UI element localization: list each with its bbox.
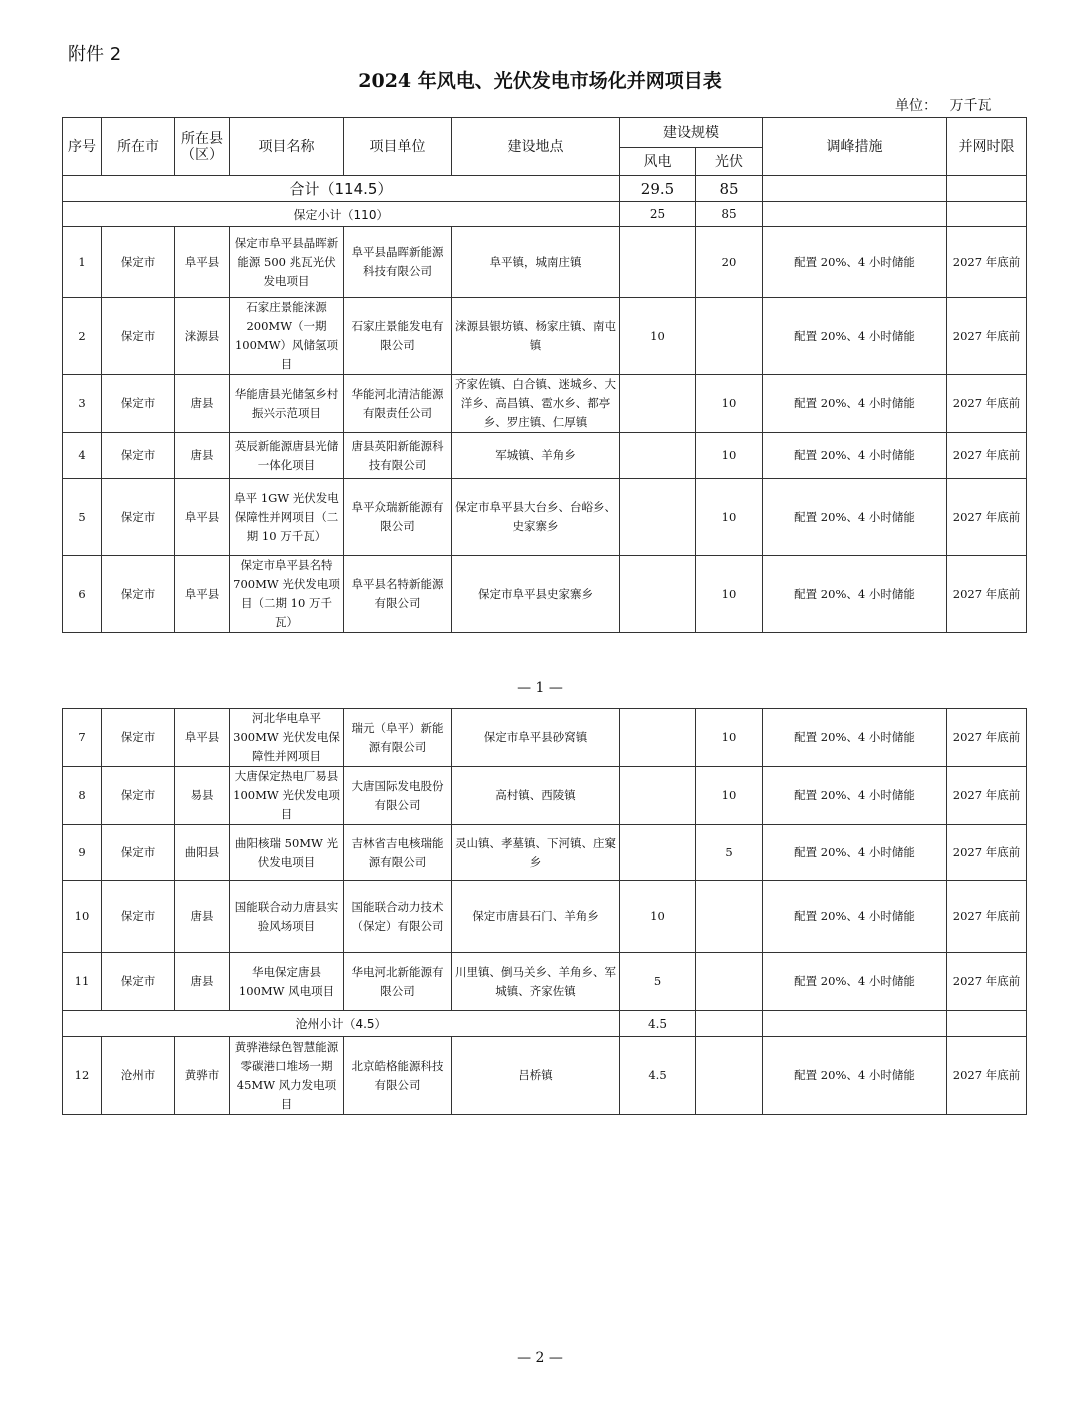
row-location: 高村镇、西陵镇 (452, 767, 620, 825)
row-location: 涞源县银坊镇、杨家庄镇、南屯镇 (452, 298, 620, 375)
row-county: 唐县 (175, 375, 230, 433)
row-company: 阜平县晶晖新能源科技有限公司 (344, 227, 452, 298)
row-company: 华能河北清洁能源有限责任公司 (344, 375, 452, 433)
row-number: 9 (63, 825, 102, 881)
row-company: 唐县英阳新能源科技有限公司 (344, 433, 452, 479)
row-project-name: 保定市阜平县名特 700MW 光伏发电项目（二期 10 万千瓦） (230, 556, 344, 633)
row-county: 唐县 (175, 881, 230, 953)
row-solar: 10 (696, 433, 763, 479)
row-deadline: 2027 年底前 (947, 709, 1027, 767)
header-wind: 风电 (620, 148, 696, 176)
row-number: 5 (63, 479, 102, 556)
row-company: 吉林省吉电核瑞能源有限公司 (344, 825, 452, 881)
row-deadline: 2027 年底前 (947, 479, 1027, 556)
table-row (63, 1037, 1027, 1115)
row-wind (620, 709, 696, 767)
header-company: 项目单位 (344, 118, 452, 176)
row-deadline: 2027 年底前 (947, 953, 1027, 1011)
row-wind (620, 375, 696, 433)
row-project-name: 英辰新能源唐县光储一体化项目 (230, 433, 344, 479)
row-county: 曲阳县 (175, 825, 230, 881)
row-location: 阜平镇，城南庄镇 (452, 227, 620, 298)
row-city: 保定市 (102, 881, 175, 953)
row-peak-measure: 配置 20%、4 小时储能 (763, 375, 947, 433)
row-wind: 10 (620, 298, 696, 375)
table-row (63, 709, 1027, 767)
row-location: 灵山镇、孝墓镇、下河镇、庄窠乡 (452, 825, 620, 881)
row-peak-measure: 配置 20%、4 小时储能 (763, 881, 947, 953)
row-project-name: 华能唐县光储氢乡村振兴示范项目 (230, 375, 344, 433)
row-project-name: 阜平 1GW 光伏发电保障性并网项目（二期 10 万千瓦） (230, 479, 344, 556)
row-peak-measure: 配置 20%、4 小时储能 (763, 953, 947, 1011)
row-solar (696, 953, 763, 1011)
row-number: 11 (63, 953, 102, 1011)
row-city: 保定市 (102, 298, 175, 375)
total-row (63, 176, 1027, 202)
row-deadline: 2027 年底前 (947, 556, 1027, 633)
row-location: 保定市唐县石门、羊角乡 (452, 881, 620, 953)
row-company: 北京皓格能源科技有限公司 (344, 1037, 452, 1115)
row-project-name: 大唐保定热电厂易县 100MW 光伏发电项目 (230, 767, 344, 825)
row-location: 川里镇、倒马关乡、羊角乡、军城镇、齐家佐镇 (452, 953, 620, 1011)
row-county: 阜平县 (175, 479, 230, 556)
row-wind (620, 433, 696, 479)
row-county: 阜平县 (175, 709, 230, 767)
row-city: 保定市 (102, 709, 175, 767)
row-deadline: 2027 年底前 (947, 825, 1027, 881)
row-location: 保定市阜平县史家寨乡 (452, 556, 620, 633)
row-county: 阜平县 (175, 227, 230, 298)
subtotal-solar: 85 (696, 202, 763, 227)
header-deadline: 并网时限 (947, 118, 1027, 176)
total-wind: 29.5 (620, 176, 696, 202)
table-body-page-2a (63, 709, 1027, 1011)
row-county: 涞源县 (175, 298, 230, 375)
row-project-name: 国能联合动力唐县实验风场项目 (230, 881, 344, 953)
row-wind: 10 (620, 881, 696, 953)
total-solar: 85 (696, 176, 763, 202)
row-number: 6 (63, 556, 102, 633)
row-deadline: 2027 年底前 (947, 227, 1027, 298)
row-city: 保定市 (102, 479, 175, 556)
table-row (63, 298, 1027, 375)
subtotal-wind: 25 (620, 202, 696, 227)
subtotal-row (63, 1011, 1027, 1037)
table-row (63, 375, 1027, 433)
header-city: 所在市 (102, 118, 175, 176)
page-number: — 2 — (517, 1350, 563, 1366)
table-row (63, 433, 1027, 479)
table-row (63, 953, 1027, 1011)
row-city: 保定市 (102, 767, 175, 825)
header-scale: 建设规模 (620, 118, 763, 148)
header-no: 序号 (63, 118, 102, 176)
project-table-page-1 (62, 117, 1027, 633)
row-company: 国能联合动力技术（保定）有限公司 (344, 881, 452, 953)
header-solar: 光伏 (696, 148, 763, 176)
table-row (63, 479, 1027, 556)
row-company: 大唐国际发电股份有限公司 (344, 767, 452, 825)
row-solar: 5 (696, 825, 763, 881)
table-row (63, 767, 1027, 825)
header-peak-measure: 调峰措施 (763, 118, 947, 176)
row-county: 易县 (175, 767, 230, 825)
row-location: 军城镇、羊角乡 (452, 433, 620, 479)
row-peak-measure: 配置 20%、4 小时储能 (763, 1037, 947, 1115)
row-solar: 20 (696, 227, 763, 298)
table-row (63, 881, 1027, 953)
row-wind: 5 (620, 953, 696, 1011)
row-number: 7 (63, 709, 102, 767)
row-number: 12 (63, 1037, 102, 1115)
row-solar (696, 298, 763, 375)
header-location: 建设地点 (452, 118, 620, 176)
row-deadline: 2027 年底前 (947, 881, 1027, 953)
row-solar: 10 (696, 709, 763, 767)
row-project-name: 黄骅港绿色智慧能源零碳港口堆场一期 45MW 风力发电项目 (230, 1037, 344, 1115)
row-peak-measure: 配置 20%、4 小时储能 (763, 479, 947, 556)
row-number: 2 (63, 298, 102, 375)
row-solar: 10 (696, 767, 763, 825)
row-deadline: 2027 年底前 (947, 433, 1027, 479)
row-county: 阜平县 (175, 556, 230, 633)
row-city: 保定市 (102, 953, 175, 1011)
header-county: 所在县（区） (175, 118, 230, 176)
row-county: 唐县 (175, 433, 230, 479)
row-peak-measure: 配置 20%、4 小时储能 (763, 556, 947, 633)
table-row (63, 825, 1027, 881)
row-peak-measure: 配置 20%、4 小时储能 (763, 767, 947, 825)
row-wind (620, 227, 696, 298)
row-location: 保定市阜平县大台乡、台峪乡、史家寨乡 (452, 479, 620, 556)
row-peak-measure: 配置 20%、4 小时储能 (763, 433, 947, 479)
row-wind: 4.5 (620, 1037, 696, 1115)
row-project-name: 石家庄景能涞源 200MW（一期 100MW）风储氢项目 (230, 298, 344, 375)
table-body-page-1 (63, 227, 1027, 633)
row-solar: 10 (696, 375, 763, 433)
page-number: — 1 — (517, 680, 563, 696)
subtotal-label: 沧州小计（4.5） (63, 1011, 620, 1037)
row-company: 华电河北新能源有限公司 (344, 953, 452, 1011)
row-project-name: 河北华电阜平 300MW 光伏发电保障性并网项目 (230, 709, 344, 767)
row-city: 保定市 (102, 433, 175, 479)
subtotal-label: 保定小计（110） (63, 202, 620, 227)
project-table-page-2 (62, 708, 1027, 1115)
row-company: 阜平县名特新能源有限公司 (344, 556, 452, 633)
total-label: 合计（114.5） (63, 176, 620, 202)
row-solar (696, 1037, 763, 1115)
row-company: 瑞元（阜平）新能源有限公司 (344, 709, 452, 767)
row-number: 4 (63, 433, 102, 479)
row-peak-measure: 配置 20%、4 小时储能 (763, 825, 947, 881)
row-peak-measure: 配置 20%、4 小时储能 (763, 298, 947, 375)
row-city: 保定市 (102, 825, 175, 881)
row-number: 3 (63, 375, 102, 433)
unit-label: 单位： 万千瓦 (895, 98, 992, 114)
row-city: 保定市 (102, 227, 175, 298)
row-location: 吕桥镇 (452, 1037, 620, 1115)
row-project-name: 华电保定唐县 100MW 风电项目 (230, 953, 344, 1011)
row-city: 沧州市 (102, 1037, 175, 1115)
row-deadline: 2027 年底前 (947, 298, 1027, 375)
row-wind (620, 825, 696, 881)
row-wind (620, 479, 696, 556)
row-company: 石家庄景能发电有限公司 (344, 298, 452, 375)
subtotal-row (63, 202, 1027, 227)
header-project-name: 项目名称 (230, 118, 344, 176)
row-number: 8 (63, 767, 102, 825)
table-row (63, 227, 1027, 298)
row-deadline: 2027 年底前 (947, 375, 1027, 433)
attachment-label: 附件 2 (68, 44, 122, 65)
row-number: 10 (63, 881, 102, 953)
row-city: 保定市 (102, 375, 175, 433)
document-title: 2024 年风电、光伏发电市场化并网项目表 (358, 70, 722, 92)
row-city: 保定市 (102, 556, 175, 633)
row-project-name: 曲阳核瑞 50MW 光伏发电项目 (230, 825, 344, 881)
row-solar: 10 (696, 479, 763, 556)
row-wind (620, 556, 696, 633)
row-county: 黄骅市 (175, 1037, 230, 1115)
table-row (63, 556, 1027, 633)
subtotal-solar (696, 1011, 763, 1037)
row-location: 齐家佐镇、白合镇、迷城乡、大洋乡、高昌镇、雹水乡、都亭乡、罗庄镇、仁厚镇 (452, 375, 620, 433)
row-peak-measure: 配置 20%、4 小时储能 (763, 227, 947, 298)
row-solar: 10 (696, 556, 763, 633)
subtotal-wind: 4.5 (620, 1011, 696, 1037)
row-solar (696, 881, 763, 953)
row-project-name: 保定市阜平县晶晖新能源 500 兆瓦光伏发电项目 (230, 227, 344, 298)
row-peak-measure: 配置 20%、4 小时储能 (763, 709, 947, 767)
row-wind (620, 767, 696, 825)
row-deadline: 2027 年底前 (947, 767, 1027, 825)
row-county: 唐县 (175, 953, 230, 1011)
row-company: 阜平众瑞新能源有限公司 (344, 479, 452, 556)
table-body-page-2b (63, 1037, 1027, 1115)
row-location: 保定市阜平县砂窝镇 (452, 709, 620, 767)
row-deadline: 2027 年底前 (947, 1037, 1027, 1115)
row-number: 1 (63, 227, 102, 298)
